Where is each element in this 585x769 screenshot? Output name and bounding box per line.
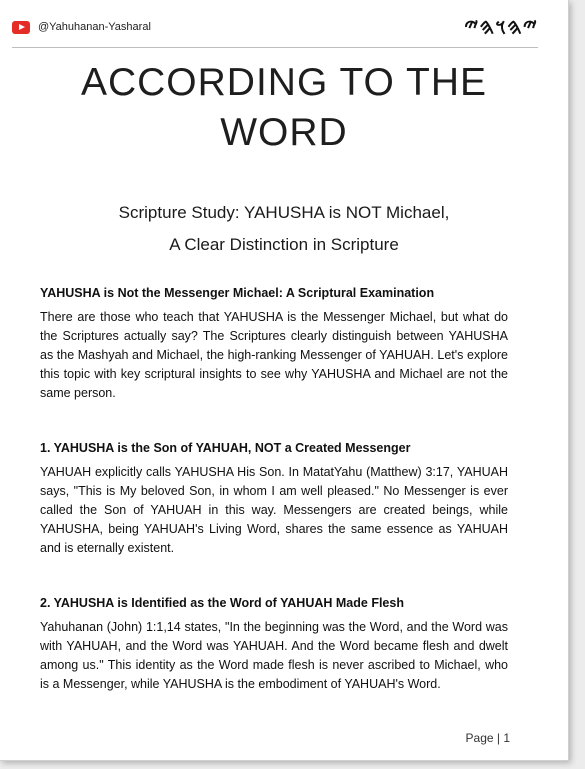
subtitle-line-1: Scripture Study: YAHUSHA is NOT Michael, (118, 203, 450, 222)
section-intro (40, 286, 508, 403)
section-body: Yahuhanan (John) 1:1,14 states, "In the beginning was the Word, and the Word was with YAHUAH, and the Word was YAHUAH. And the Word became flesh and dwelt among us." This identity as the Word made flesh is never ascribed to Michael, who is a Messenger, while YAHUSHA is the embodiment of YAHUAH's Word. (40, 620, 508, 691)
document-subtitle (0, 197, 568, 261)
title-line-1: ACCORDING TO THE (80, 61, 488, 104)
youtube-icon (12, 21, 30, 34)
section-son-of-yahuah (40, 441, 508, 558)
document-title (0, 58, 568, 158)
section-heading: 2. YAHUSHA is Identified as the Word of YAHUAH Made Flesh (40, 596, 404, 610)
channel-handle: @Yahuhanan-Yasharal (38, 21, 151, 33)
paleo-hebrew-logo: 𐤉𐤄𐤅𐤄𐤉 (464, 14, 538, 40)
subtitle-line-2: A Clear Distinction in Scripture (169, 235, 399, 254)
section-heading: YAHUSHA is Not the Messenger Michael: A Scriptural Examination (40, 286, 435, 300)
section-body: There are those who teach that YAHUSHA is the Messenger Michael, but what do the Scriptures actually say? The Scriptures clearly distinguish between YAHUSHA as the Mashyah and Michael, the high-ranking Messenger of YAHUAH. Let's explore this topic with key scriptural insights to see why YAHUSHA and Michael are not the same person. (40, 310, 508, 400)
header-divider (12, 47, 538, 48)
page-number: Page | 1 (465, 731, 510, 745)
page-header (12, 16, 538, 46)
section-word-made-flesh (40, 596, 508, 694)
section-body: YAHUAH explicitly calls YAHUSHA His Son. In MatatYahu (Matthew) 3:17, YAHUAH says, "This is My beloved Son, in whom I am well pleased." No Messenger is ever called the Son of YAHUAH in this way. Messengers are created beings, while YAHUSHA, being YAHUAH's Living Word, shares the same essence as YAHUAH and is eternally existent. (40, 465, 508, 555)
title-line-2: WORD (220, 111, 348, 154)
section-heading: 1. YAHUSHA is the Son of YAHUAH, NOT a Created Messenger (40, 441, 411, 455)
